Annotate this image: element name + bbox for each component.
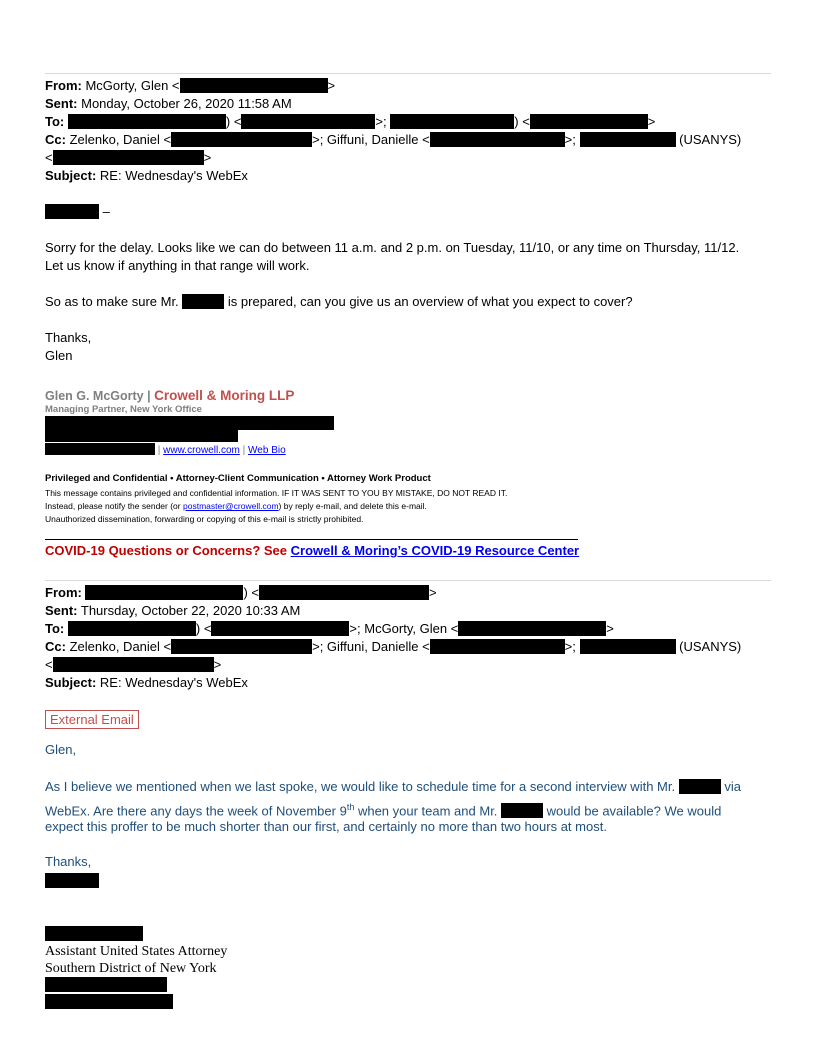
email2-subject-line (45, 674, 248, 692)
cc-value: Zelenko, Daniel < (69, 639, 172, 654)
redaction (241, 114, 375, 129)
priv-text: Instead, please notify the sender (or (45, 501, 181, 511)
email2-thanks: Thanks, (45, 854, 92, 869)
sent-label: Sent: (45, 603, 78, 618)
from-close: > (429, 585, 437, 600)
email1-subject-line (45, 167, 248, 185)
body-text: via (724, 779, 741, 794)
subject-label: Subject: (45, 675, 97, 690)
signature-links (45, 443, 286, 457)
postmaster-email-link[interactable]: postmaster@crowell.com (183, 501, 279, 511)
privileged-heading: Privileged and Confidential • Attorney-Client Communication • Attorney Work Product (45, 473, 431, 484)
redaction (45, 204, 99, 219)
signature-name (45, 388, 294, 403)
privileged-line (45, 500, 427, 513)
external-email-tag: External Email (45, 710, 139, 729)
from-close: > (327, 78, 336, 93)
email1-cc-line (45, 131, 741, 149)
redaction (68, 621, 196, 636)
cc-label: Cc: (45, 639, 66, 654)
email2-greeting: Glen, (45, 742, 77, 757)
to-mid: ) < (195, 621, 212, 636)
redaction (390, 114, 514, 129)
redaction (68, 114, 226, 129)
message-separator (45, 580, 771, 581)
email2-cc-line-2: < > (45, 657, 222, 672)
redaction (580, 132, 676, 147)
email2-sent-line (45, 602, 300, 620)
web-bio-link[interactable]: Web Bio (248, 445, 286, 456)
cc-value: Zelenko, Daniel < (69, 132, 172, 147)
redaction (45, 430, 238, 442)
sent-value: Monday, October 26, 2020 11:58 AM (81, 96, 292, 111)
to-label: To: (45, 114, 65, 129)
email1-signoff: Glen (45, 348, 73, 363)
cc-value: >; (564, 639, 576, 654)
body-text: As I believe we mentioned when we last spoke, we would like to schedule time for a second interview with Mr. (45, 779, 676, 794)
redaction (180, 78, 328, 93)
from-mid: ) < (243, 585, 260, 600)
ausa-title: Assistant United States Attorney (45, 944, 228, 959)
ausa-district: Southern District of New York (45, 961, 217, 976)
separator: | (147, 389, 151, 403)
superscript: th (346, 802, 355, 812)
separator: | (242, 445, 246, 456)
redaction (45, 416, 334, 430)
from-label: From: (45, 78, 82, 93)
redaction (580, 639, 676, 654)
email1-body-line: Sorry for the delay. Looks like we can do between 11 a.m. and 2 p.m. on Tuesday, 11/10, or any time on Thursday, 11/12. (45, 240, 740, 255)
to-value: >; McGorty, Glen < (349, 621, 459, 636)
email1-salutation (45, 203, 110, 221)
email1-thanks: Thanks, (45, 330, 92, 345)
salutation-dash: – (102, 204, 110, 219)
redaction (45, 926, 143, 941)
header-separator (45, 73, 771, 74)
firm-name: Crowell & Moring LLP (154, 388, 295, 403)
sig-person: Glen G. McGorty (45, 389, 144, 403)
email1-cc-line-2: < > (45, 150, 212, 165)
redaction (53, 150, 204, 165)
redaction (171, 639, 312, 654)
redaction (259, 585, 429, 600)
cc-usanys: (USANYS) (679, 639, 742, 654)
body-text: would be available? We would (546, 803, 722, 819)
redaction (501, 803, 543, 818)
email2-cc-line (45, 638, 741, 656)
email1-body-line: Let us know if anything in that range will work. (45, 258, 310, 273)
redaction (45, 977, 167, 992)
cc-value: >; (564, 132, 576, 147)
cc-value: >; Giffuni, Danielle < (312, 132, 430, 147)
email2-to-line (45, 620, 614, 638)
email2-body-line (45, 798, 721, 820)
privileged-line: This message contains privileged and confidential information. IF IT WAS SENT TO YOU BY MISTAKE, DO NOT READ IT. (45, 488, 508, 498)
body-text: is prepared, can you give us an overview of what you expect to cover? (227, 294, 633, 309)
separator: | (157, 445, 161, 456)
email1-body-line (45, 293, 633, 311)
body-text: when your team and Mr. (357, 803, 498, 819)
redaction (211, 621, 349, 636)
email1-from-line (45, 77, 335, 95)
redaction (53, 657, 214, 672)
cc-value: >; Giffuni, Danielle < (312, 639, 430, 654)
covid-divider (45, 539, 578, 540)
sent-label: Sent: (45, 96, 78, 111)
cc-label: Cc: (45, 132, 66, 147)
body-text: WebEx. Are there any days the week of November 9 (45, 803, 347, 819)
subject-value: RE: Wednesday's WebEx (99, 675, 248, 690)
covid-banner (45, 543, 579, 558)
redaction (430, 132, 565, 147)
email1-to-line: To: ) < >; ) < > (45, 114, 656, 129)
covid-text: COVID-19 Questions or Concerns? See (45, 543, 288, 558)
subject-label: Subject: (45, 168, 97, 183)
redaction (171, 132, 312, 147)
sent-value: Thursday, October 22, 2020 10:33 AM (80, 603, 301, 618)
email2-body-line: expect this proffer to be much shorter than our first, and certainly no more than two hours at most. (45, 819, 607, 834)
email2-from-line (45, 584, 437, 602)
redaction (458, 621, 606, 636)
redaction (85, 585, 243, 600)
priv-text: ) by reply e-mail, and delete this e-mail. (278, 501, 427, 511)
to-close: > (606, 621, 614, 636)
website-link[interactable]: www.crowell.com (163, 445, 240, 456)
from-label: From: (45, 585, 82, 600)
email1-sent-line (45, 95, 292, 113)
redaction (430, 639, 565, 654)
redaction (45, 994, 173, 1009)
redaction (182, 294, 224, 309)
redaction (45, 443, 155, 455)
subject-value: RE: Wednesday's WebEx (99, 168, 248, 183)
body-text: So as to make sure Mr. (45, 294, 179, 309)
privileged-line: Unauthorized dissemination, forwarding or copying of this e-mail is strictly prohibited. (45, 514, 364, 524)
to-label: To: (45, 621, 65, 636)
redaction (530, 114, 648, 129)
signature-title: Managing Partner, New York Office (45, 404, 202, 415)
from-value: McGorty, Glen < (85, 78, 180, 93)
redaction (679, 779, 721, 794)
covid-resource-link[interactable]: Crowell & Moring’s COVID-19 Resource Center (290, 543, 580, 558)
cc-usanys: (USANYS) (679, 132, 742, 147)
redaction (45, 873, 99, 888)
email2-body-line (45, 778, 741, 796)
